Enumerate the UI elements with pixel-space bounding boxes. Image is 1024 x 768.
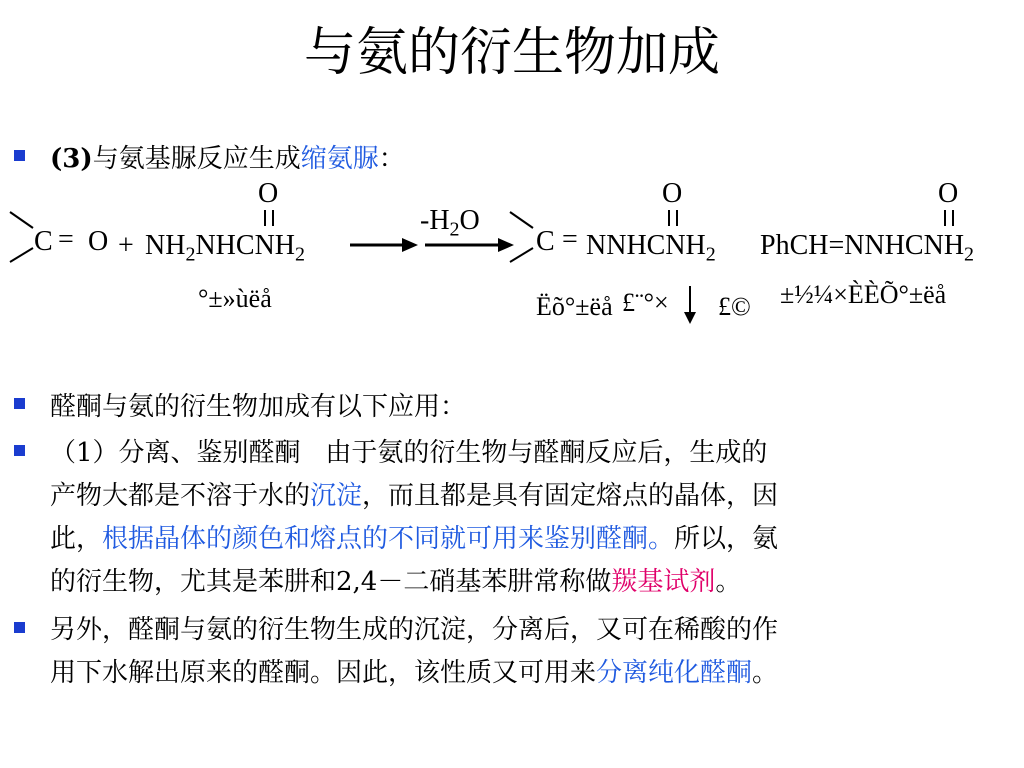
bond-line xyxy=(10,212,33,228)
bond-line xyxy=(10,248,33,262)
plus-sign: + xyxy=(118,230,134,261)
para1-line1: （1）分离、鉴别醛酮 由于氨的衍生物与醛酮反应后，生成的 xyxy=(50,438,768,468)
reagent-formula: $NH_2NHCNH_2$ xyxy=(145,230,306,266)
product-c: C xyxy=(536,226,555,257)
bullet-marker xyxy=(14,445,25,456)
reaction-arrow-head xyxy=(402,238,418,252)
item3-prefix: (3) xyxy=(50,144,93,174)
label-misc1: £¨°× xyxy=(622,288,669,317)
para1-line4: 的衍生物，尤其是苯肼和2,4－二硝基苯肼常称做羰基试剂。 xyxy=(50,567,742,597)
precipitate-arrow-head xyxy=(684,312,696,324)
label-reagent: °±»ùëå xyxy=(198,284,272,313)
bond-line xyxy=(510,248,533,262)
product-o: O xyxy=(662,178,683,209)
bond-line xyxy=(510,212,533,228)
item3-text: 与氨基脲反应生成 xyxy=(92,144,301,174)
para1-line2: 产物大都是不溶于水的沉淀，而且都是具有固定熔点的晶体，因 xyxy=(50,481,779,511)
condition: $-H_2O$ xyxy=(420,205,480,241)
product-eq: = xyxy=(562,224,578,255)
bullet-marker xyxy=(14,398,25,409)
reactant-eq: = xyxy=(58,224,74,255)
reaction-arrow-head xyxy=(498,238,514,252)
page-title: 与氨的衍生物加成 xyxy=(303,23,720,83)
item3-highlight: 缩氨脲 xyxy=(300,144,379,174)
product2-o: O xyxy=(938,178,959,209)
item3-suffix: ： xyxy=(378,144,405,174)
para2-line2: 用下水解出原来的醛酮。因此，该性质又可用来分离纯化醛酮。 xyxy=(50,658,779,688)
bullet-marker xyxy=(14,622,25,633)
applications-heading: 醛酮与氨的衍生物加成有以下应用： xyxy=(50,392,467,422)
label-product2: ±½¼×ÈÈÕ°±ëå xyxy=(780,280,947,309)
para2-line1: 另外，醛酮与氨的衍生物生成的沉淀，分离后，又可在稀酸的作 xyxy=(50,615,779,645)
reactant-o: O xyxy=(88,226,109,257)
product2-formula: $PhCH=NNHCNH_2$ xyxy=(760,230,975,266)
reactant-c: C xyxy=(34,226,53,257)
label-product: Ëõ°±ëå xyxy=(536,292,613,321)
para1-line3: 此，根据晶体的颜色和熔点的不同就可用来鉴别醛酮。所以，氨 xyxy=(50,524,779,554)
label-misc2: £© xyxy=(718,292,751,321)
product-formula: $NNHCNH_2$ xyxy=(586,230,716,266)
reagent-o: O xyxy=(258,178,279,209)
